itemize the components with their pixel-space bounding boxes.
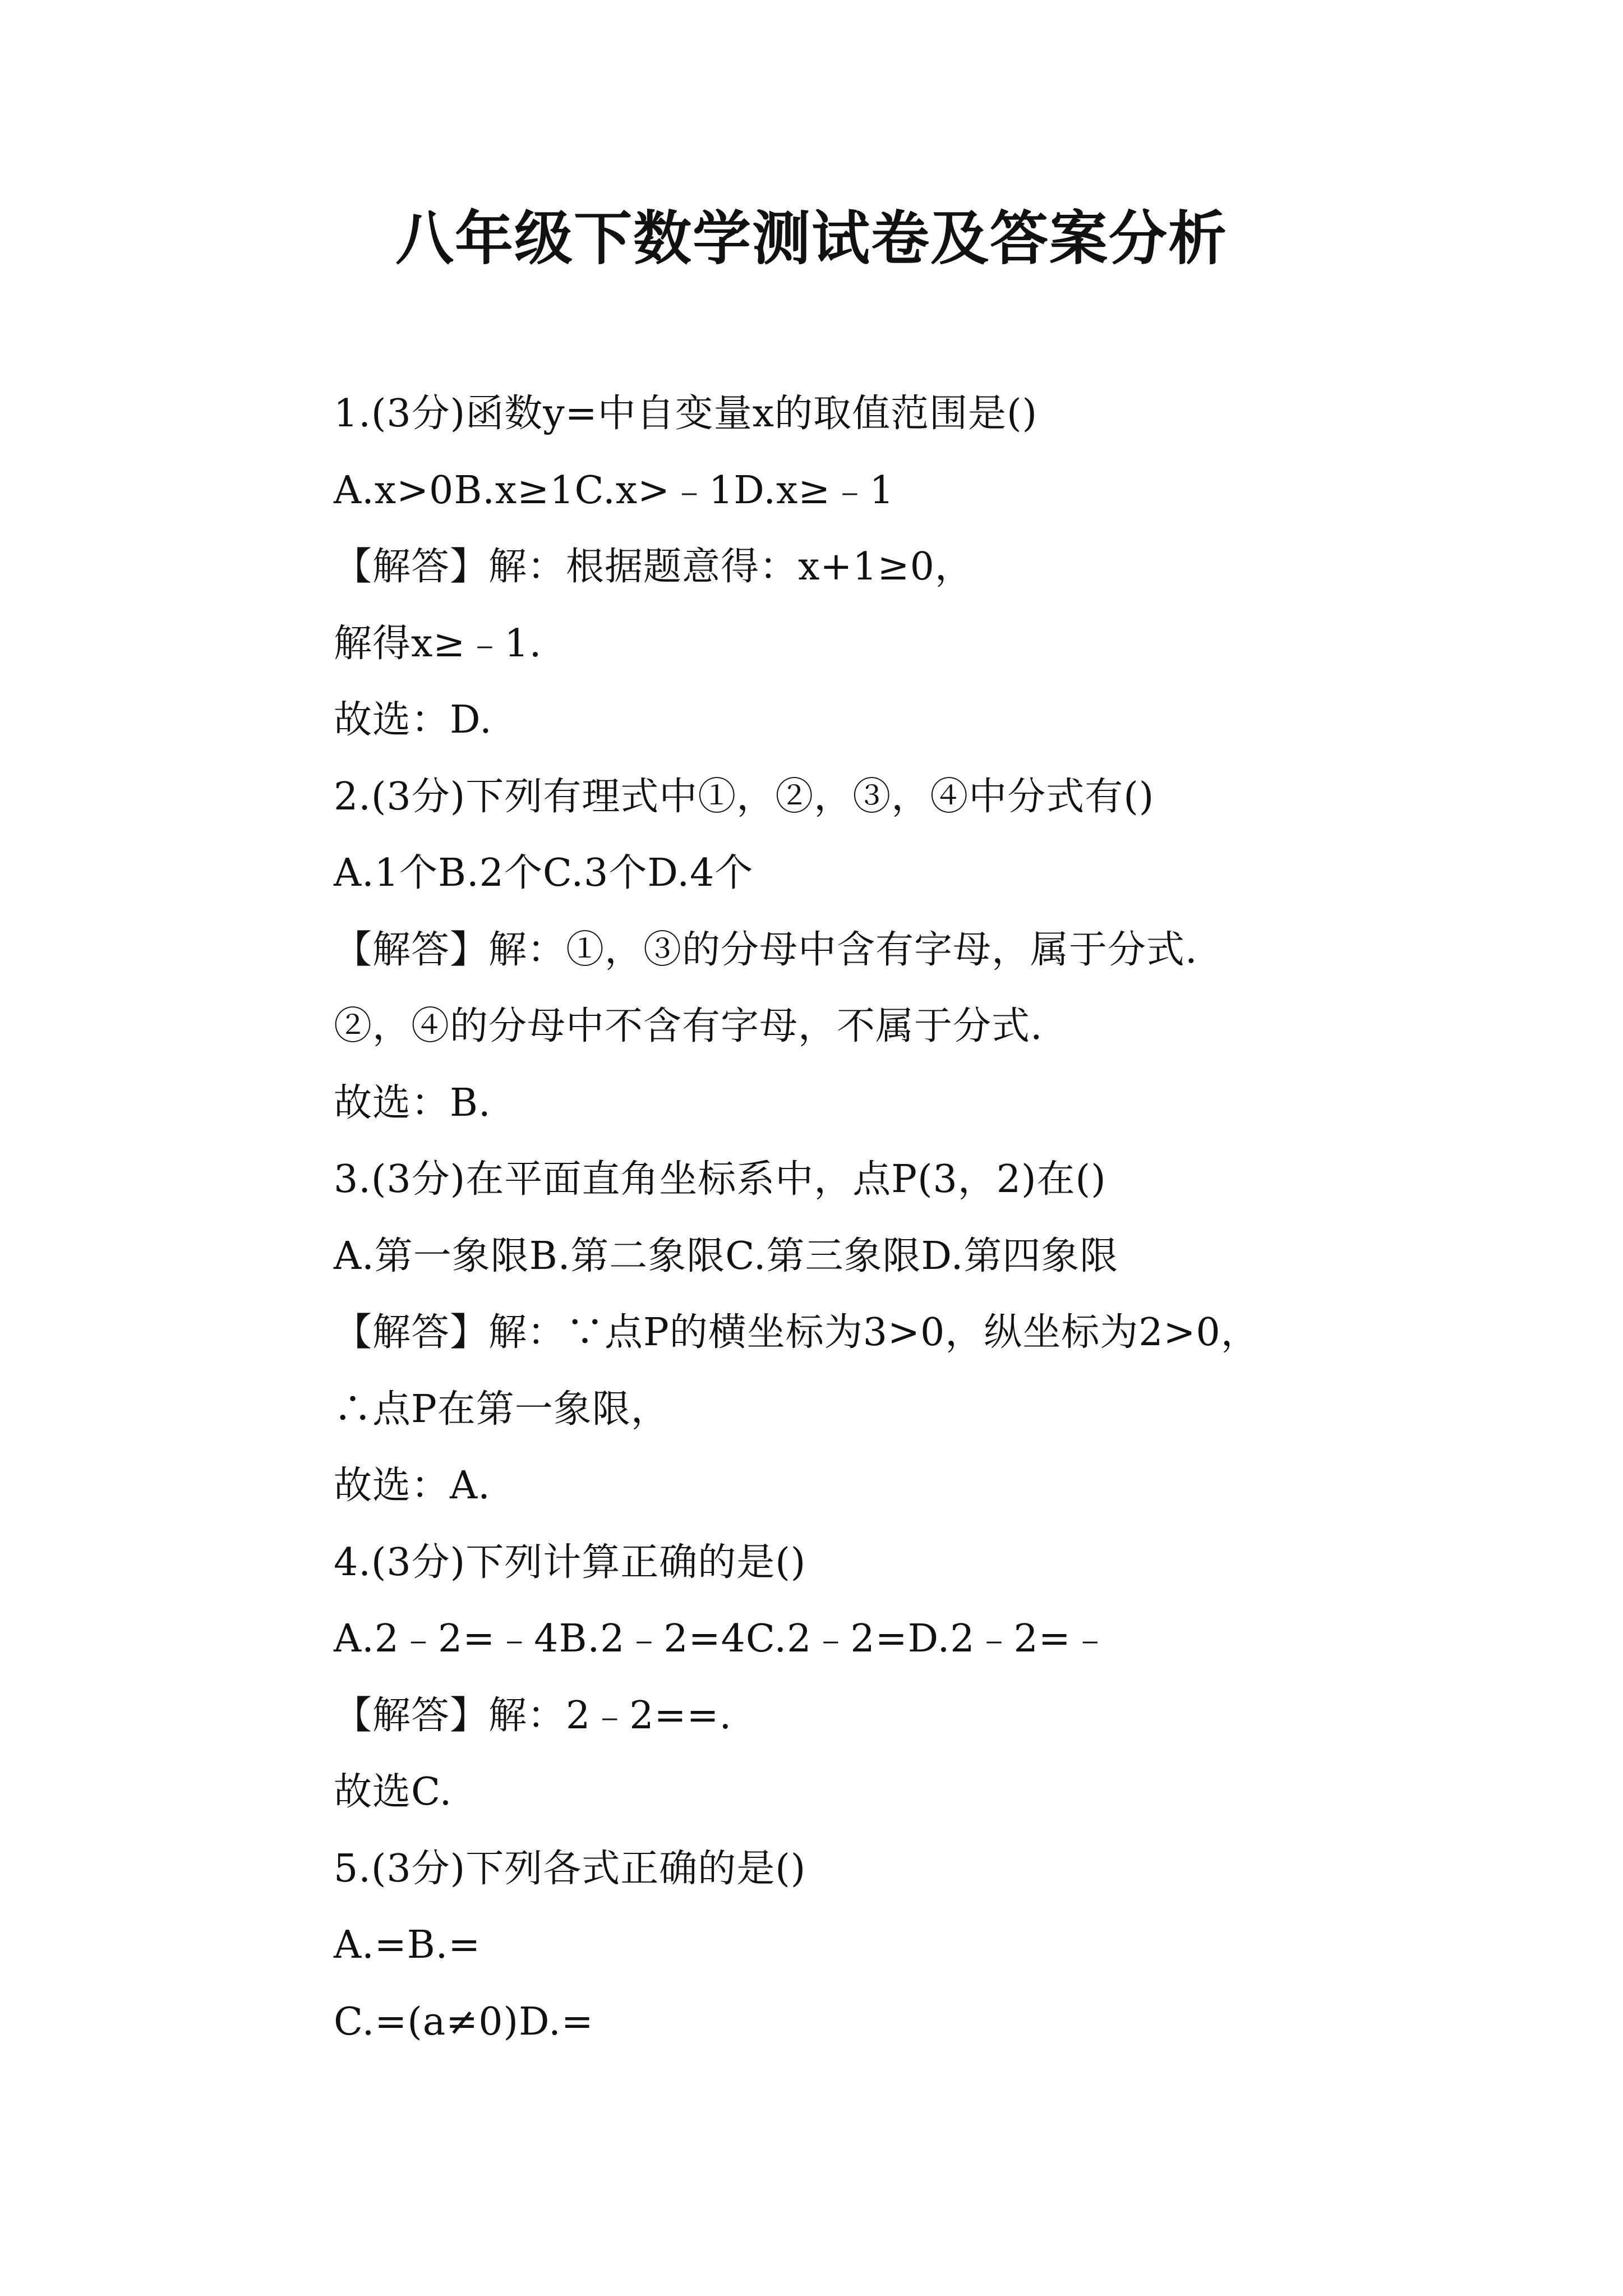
question-1-choice: 故选：D. <box>334 698 492 742</box>
question-4-choice: 故选C. <box>334 1770 453 1814</box>
question-4-answer-line: 【解答】解：2﹣2==. <box>334 1693 732 1738</box>
question-1-answer-line: 解得x≥﹣1. <box>334 621 542 666</box>
question-1-stem: 1.(3分)函数y=中自变量x的取值范围是() <box>334 392 1038 436</box>
question-3-stem: 3.(3分)在平面直角坐标系中，点P(3，2)在() <box>334 1157 1106 1202</box>
question-2-options: A.1个B.2个C.3个D.4个 <box>334 851 754 895</box>
question-1-answer-line: 【解答】解：根据题意得：x+1≥0， <box>334 545 974 589</box>
question-3-options: A.第一象限B.第二象限C.第三象限D.第四象限 <box>334 1234 1119 1278</box>
question-2-stem: 2.(3分)下列有理式中①，②，③，④中分式有() <box>334 774 1155 819</box>
question-3-choice: 故选：A. <box>334 1464 491 1508</box>
question-2-answer-line: 【解答】解：①，③的分母中含有字母，属于分式. <box>334 927 1198 972</box>
question-1-options: A.x>0B.x≥1C.x>﹣1D.x≥﹣1 <box>334 468 895 513</box>
question-2-answer-line: ②，④的分母中不含有字母，不属于分式. <box>334 1004 1043 1048</box>
question-5-options: C.=(a≠0)D.= <box>334 1999 594 2044</box>
question-5-options: A.=B.= <box>334 1923 481 1967</box>
question-2-choice: 故选：B. <box>334 1080 491 1125</box>
question-4-options: A.2﹣2=﹣4B.2﹣2=4C.2﹣2=D.2﹣2=﹣ <box>334 1617 1110 1661</box>
question-3-answer-line: 【解答】解：∵点P的横坐标为3>0，纵坐标为2>0， <box>334 1310 1260 1355</box>
question-3-answer-line: ∴点P在第一象限， <box>334 1387 670 1432</box>
document-title: 八年级下数学测试卷及答案分析 <box>395 204 1228 273</box>
question-5-stem: 5.(3分)下列各式正确的是() <box>334 1846 806 1891</box>
document-body <box>334 376 1511 2060</box>
question-4-stem: 4.(3分)下列计算正确的是() <box>334 1540 806 1585</box>
